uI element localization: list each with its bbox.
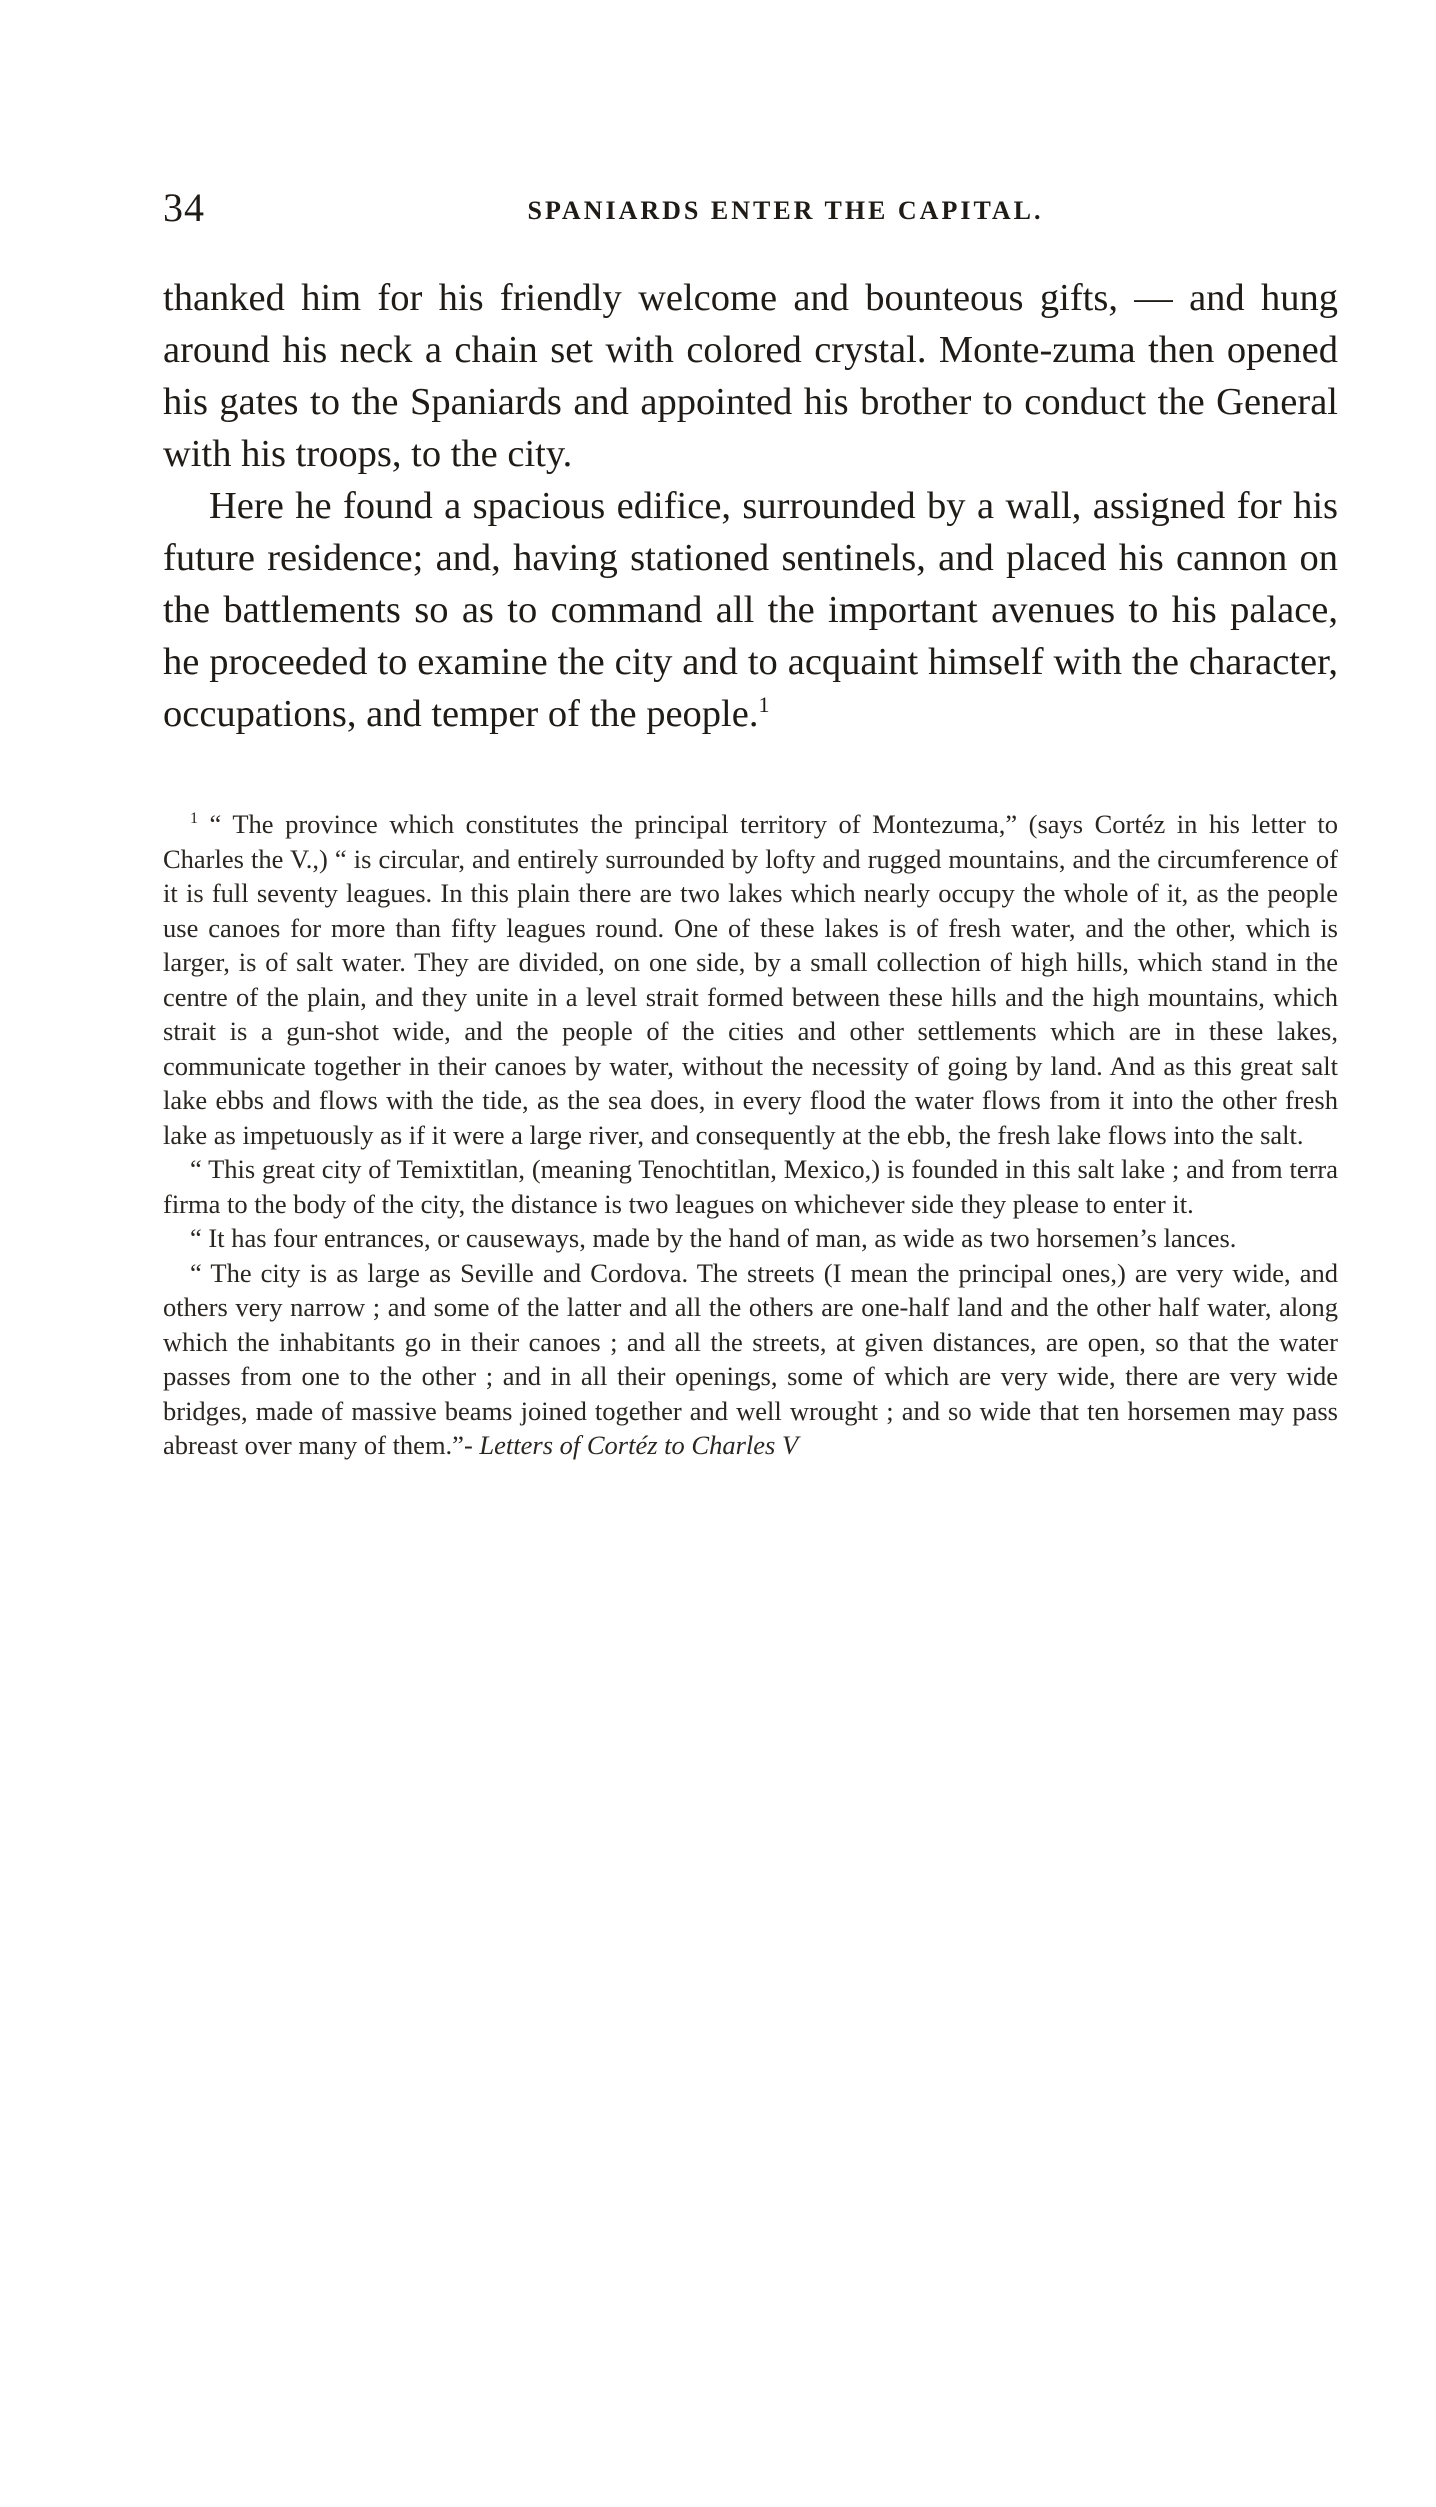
footnote [163, 807, 1338, 1463]
page-number: 34 [163, 185, 205, 230]
footnote-paragraph-text: “ The province which constitutes the principal territory of Montezuma,” (says Cortéz in his letter to Charles the V.,) “ is circular, and entirely surrounded by lofty and rugged mountains, and the circumference of it is full seventy leagues. In this plain there are two lakes which nearly occupy the whole of it, as the people use canoes for more than fifty leagues round. One of these lakes is of fresh water, and the other, which is larger, is of salt water. They are divided, on one side, by a small collection of high hills, which stand in the centre of the plain, and they unite in a level strait formed between these hills and the high mountains, which strait is a gun-shot wide, and the people of the cities and other settlements which are in these lakes, communicate together in their canoes by water, without the necessity of going by land. And as this great salt lake ebbs and flows with the tide, as the sea does, in every flood the water flows from it into the other fresh lake as impetuously as if it were a large river, and consequently at the ebb, the fresh lake flows into the salt. [163, 809, 1338, 1150]
footnote-paragraph: “ This great city of Temixtitlan, (meaning Tenochtitlan, Mexico,) is founded in this salt lake ; and from terra firma to the body of the city, the distance is two leagues on whichever side they please to enter it. [163, 1154, 1338, 1219]
footnote-paragraph [163, 1256, 1338, 1463]
body-paragraph: thanked him for his friendly welcome and bounteous gifts, — and hung around his neck a chain set with colored crystal. Monte-zuma then opened his gates to the Spaniards and appointed his brother to conduct the General with his troops, to the city. [163, 277, 1338, 475]
footnote-marker: 1 [190, 810, 198, 828]
footnote-paragraph-text: “ The city is as large as Seville and Cordova. The streets (I mean the principal ones,) are very wide, and others very narrow ; and some of the latter and all the others are one-half land and the other half water, along which the inhabitants go in their canoes ; and all the streets, at given distances, are open, so that the water passes from one to the other ; and in all their openings, some of which are very wide, there are very wide bridges, made of massive beams joined together and well wrought ; and so wide that ten horsemen may pass abreast over many of them.”- [163, 1257, 1338, 1460]
footnote-paragraph [163, 807, 1338, 1152]
body-paragraph [163, 480, 1338, 740]
main-text [163, 272, 1338, 740]
running-head [163, 183, 1338, 233]
running-title: SPANIARDS ENTER THE CAPITAL. [527, 196, 1044, 225]
footnote-reference: 1 [758, 692, 770, 718]
footnote-citation: Letters of Cortéz to Charles V [479, 1430, 799, 1460]
body-paragraph-text: Here he found a spacious edifice, surrounded by a wall, assigned for his future residence; and, having stationed sentinels, and placed his cannon on the battlements so as to command all the important avenues to his palace, he proceeded to examine the city and to acquaint himself with the character, occupations, and temper of the people. [163, 485, 1338, 735]
footnote-paragraph: “ It has four entrances, or causeways, made by the hand of man, as wide as two horsemen’s lances. [190, 1223, 1237, 1253]
